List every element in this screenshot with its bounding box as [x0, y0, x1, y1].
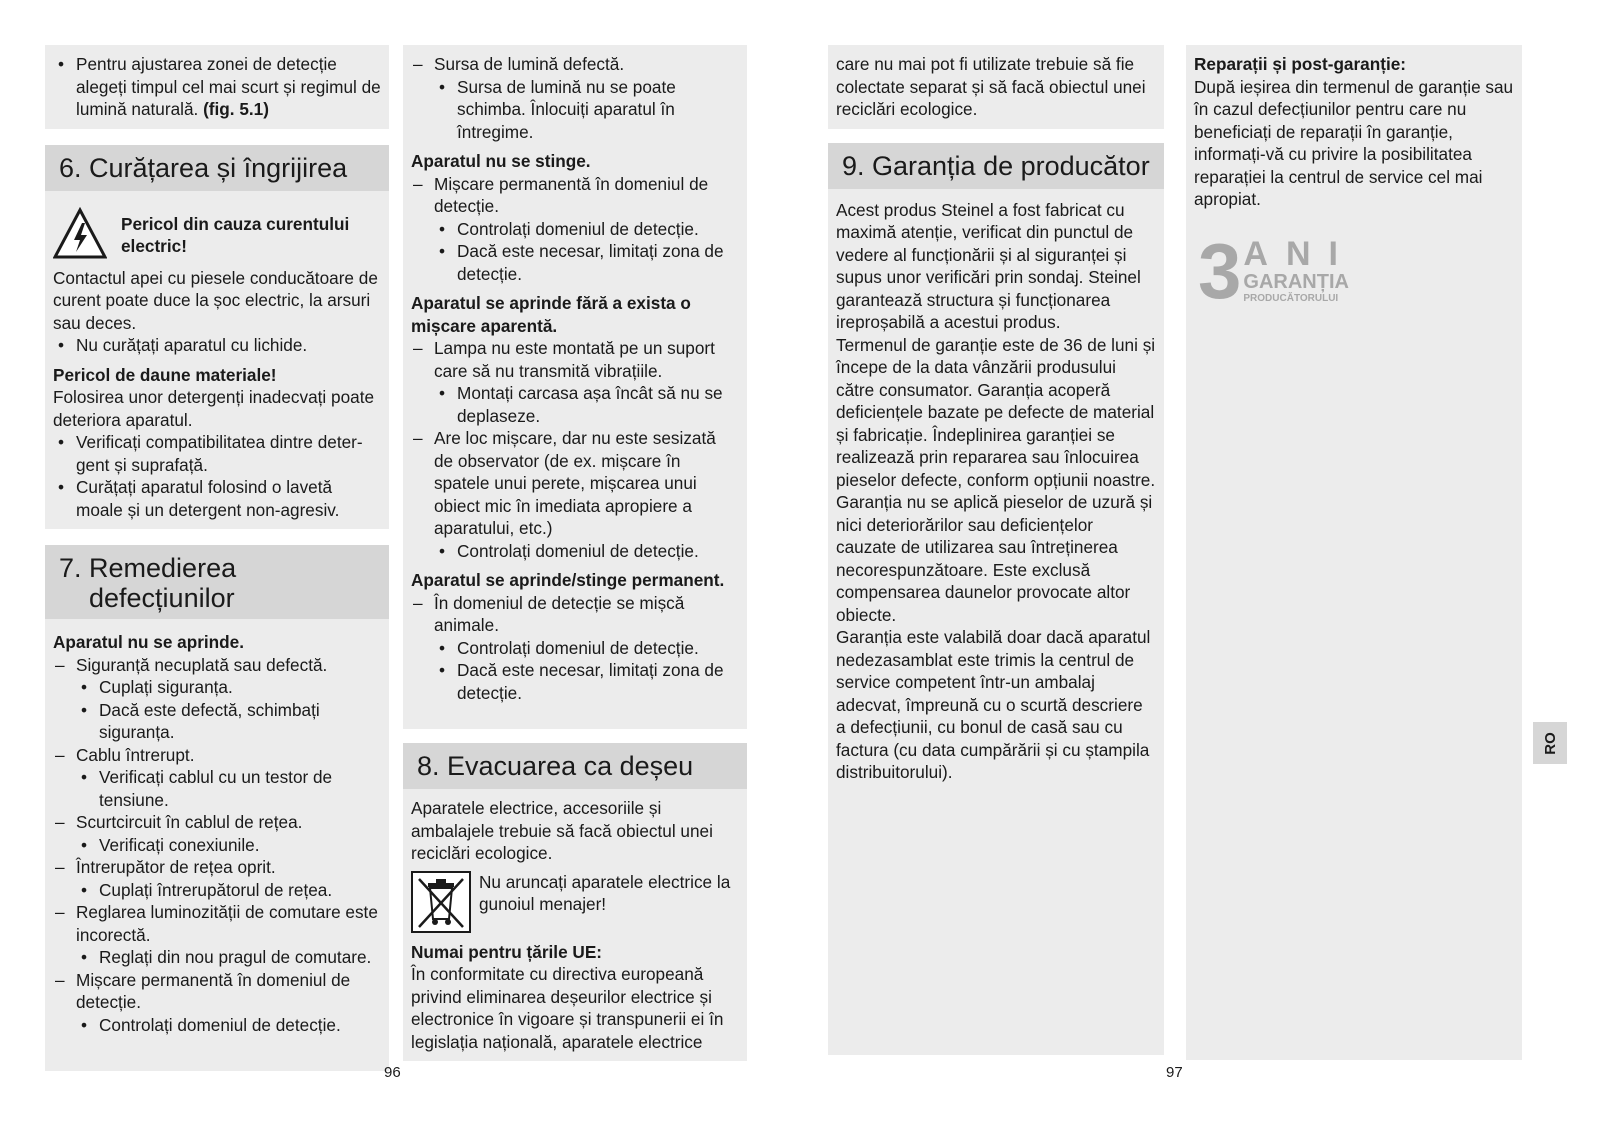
page-number-left: 96 — [384, 1064, 401, 1081]
fault-cause: – În domeniul de detecție se mișcă animale. — [411, 592, 739, 637]
damage-bullet: • Verificați compatibilitatea dintre detergent și suprafață. — [53, 431, 381, 476]
fault-cause: – Lampa nu este montată pe un suport care să nu transmită vibrațiile. — [411, 337, 739, 382]
fault-remedy: • Controlați domeniul de detecție. — [411, 540, 739, 563]
weee-text: Nu aruncați aparatele electrice la gunoiul menajer! — [479, 871, 731, 914]
warranty-p2: Termenul de garanție este de 36 de luni și începe de la data vânzării produsului către consumator. Garanția acoperă deficiențele bazate pe defecte de material și fabricație. Îndeplinirea garanției se realizează prin repararea sau înlocuirea pieselor defecte, conform opțiunii noastre. Garanția nu se aplică pieselor de uzură și nici deteriorărilor sau deficiențelor cauzate de utilizarea sau întreținerea necorespunzătoare. Este exclusă compensarea daunelor provocate altor obiecte. — [836, 334, 1156, 625]
warning-title: Pericol din cauza curentului electric! — [121, 213, 350, 256]
fault-cause: – Mișcare permanentă în domeniul de detecție. — [411, 173, 739, 218]
fault-remedy: • Dacă este defectă, schimbați siguranța. — [53, 699, 381, 744]
warning-text: Contactul apei cu piesele conducătoare de curent poate duce la șoc electric, la arsuri sau deces. — [53, 267, 378, 333]
warranty-p1: Acest produs Steinel a fost fabricat cu maximă atenție, verificat din punctul de vedere al funcționării și al siguranței și supus unor verificări prin sondaj. Steinel garantează structura și funcționarea ireproșabilă a acestui produs. — [836, 199, 1141, 332]
fault-remedy: • Controlați domeniul de detecție. — [411, 637, 739, 660]
electric-hazard-icon — [53, 207, 107, 261]
fault-2-title: Aparatul nu se stinge. — [411, 151, 591, 171]
fault-cause: – Are loc mișcare, dar nu este sesizată de observator (de ex. mișcare în spatele unui perete, mișcarea unui obiect mic în imediata apropiere a aparatului, etc.) — [411, 427, 739, 540]
damage-title: Pericol de daune materiale! — [53, 364, 277, 385]
section-8-title: 8. Evacuarea ca deșeu — [403, 743, 747, 789]
fault-1-list — [53, 654, 381, 1037]
top-list — [411, 53, 739, 143]
section-9-body — [828, 189, 1164, 1055]
section-6-body — [45, 191, 389, 530]
fault-cause: – Cablu întrerupt. — [53, 744, 381, 767]
eu-title: Numai pentru țările UE: — [411, 941, 603, 962]
fault-cause: – Scurtcircuit în cablul de rețea. — [53, 811, 381, 834]
section-9-title: 9. Garanția de producător — [828, 143, 1164, 189]
logo-garantia: GARANȚIA — [1243, 270, 1349, 293]
intro-block — [45, 45, 389, 129]
fault-3-list — [411, 337, 739, 562]
fault-remedy: • Montați carcasa așa încât să nu se deplaseze. — [411, 382, 739, 427]
fault-1-title: Aparatul nu se aprinde. — [53, 632, 245, 652]
repair-title: Reparații și post-garanție: — [1194, 54, 1407, 74]
page-number-right: 97 — [1166, 1064, 1183, 1081]
section-7-body — [45, 619, 389, 1071]
fault-remedy: • Reglați din nou pragul de comutare. — [53, 946, 381, 969]
fault-remedy: • Sursa de lumină nu se poate schimba. Înlocuiți aparatul în întregime. — [411, 76, 739, 144]
fault-remedy: • Dacă este necesar, limitați zona de detecție. — [411, 659, 739, 704]
fault-3-title: Aparatul se aprinde fără a exista o mișcare aparentă. — [411, 293, 691, 336]
column-2 — [403, 45, 747, 1061]
crossed-bin-icon — [411, 871, 471, 933]
damage-text: Folosirea unor detergenți inadecvați poate deteriora aparatul. — [53, 387, 375, 430]
warranty-p3: Garanția este valabilă doar dacă aparatul nedezasamblat este trimis la centrul de service competent într-un ambalaj adecvat, împreună cu o scurtă descriere a defecțiunii, cu bonul de casă sau cu factura (cu data cumpărării și cu ștampila distribuitorului). — [836, 627, 1151, 782]
eu-text: În conformitate cu directiva europeană privind eliminarea deșeurilor electrice și electronice în vigoare și transpunerii ei în legislația națională, aparatele electrice — [411, 964, 724, 1052]
section-8-body — [403, 789, 747, 1061]
disposal-cont-text: care nu mai pot fi utilizate trebuie să fie colectate separat și să facă obiectul unei reciclări ecologice. — [836, 54, 1146, 119]
fault-remedy: • Verificați conexiunile. — [53, 834, 381, 857]
fault-4-list — [411, 592, 739, 705]
section-7-title: 7. Remedierea defecțiunilor — [45, 545, 389, 619]
fault-cause: – Sursa de lumină defectă. — [411, 53, 739, 76]
fault-cause: – Mișcare permanentă în domeniul de detecție. — [53, 969, 381, 1014]
logo-ani: ANI — [1243, 234, 1356, 273]
repair-block — [1186, 45, 1522, 1060]
warranty-logo — [1198, 226, 1514, 315]
language-tab: RO — [1533, 722, 1567, 764]
warning-bullet: • Nu curățați aparatul cu lichide. — [53, 334, 381, 357]
fault-cause: – Siguranță necuplată sau defectă. — [53, 654, 381, 677]
section-6-title: 6. Curățarea și îngrijirea — [45, 145, 389, 191]
fault-remedy: • Controlați domeniul de detecție. — [53, 1014, 381, 1037]
fault-remedy: • Cuplați întrerupătorul de rețea. — [53, 879, 381, 902]
fault-remedy: • Controlați domeniul de detecție. — [411, 218, 739, 241]
fault-cause: – Reglarea luminozității de comutare este incorectă. — [53, 901, 381, 946]
logo-number: 3 — [1198, 226, 1242, 315]
fault-2-list — [411, 173, 739, 286]
logo-producator: PRODUCĂTORULUI — [1243, 292, 1339, 304]
fault-cause: – Întrerupător de rețea oprit. — [53, 856, 381, 879]
fault-remedy: • Dacă este necesar, limitați zona de detecție. — [411, 240, 739, 285]
fault-remedy: • Cuplați siguranța. — [53, 676, 381, 699]
disposal-continued — [828, 45, 1164, 129]
faults-continued — [403, 45, 747, 729]
damage-bullet: • Curățați aparatul folosind o lavetă moale și un detergent non-agresiv. — [53, 476, 381, 521]
repair-text: După ieșirea din termenul de garanție sau în cazul defecțiunilor pentru care nu beneficiați de reparații în garanție, informați-vă cu privire la posibilitatea reparației la centrul de service cel mai apropiat. — [1194, 76, 1514, 209]
column-3 — [828, 45, 1164, 1055]
column-4 — [1186, 45, 1522, 1060]
fault-4-title: Aparatul se aprinde/stinge permanent. — [411, 570, 725, 590]
fault-remedy: • Verificați cablul cu un testor de tensiune. — [53, 766, 381, 811]
column-1 — [45, 45, 389, 1071]
intro-bullet: • Pentru ajustarea zonei de detecție alegeți timpul cel mai scurt și regimul de lumină naturală. (fig. 5.1) — [53, 53, 381, 121]
disposal-text: Aparatele electrice, accesoriile și ambalajele trebuie să facă obiectul unei reciclări ecologice. — [411, 798, 713, 863]
